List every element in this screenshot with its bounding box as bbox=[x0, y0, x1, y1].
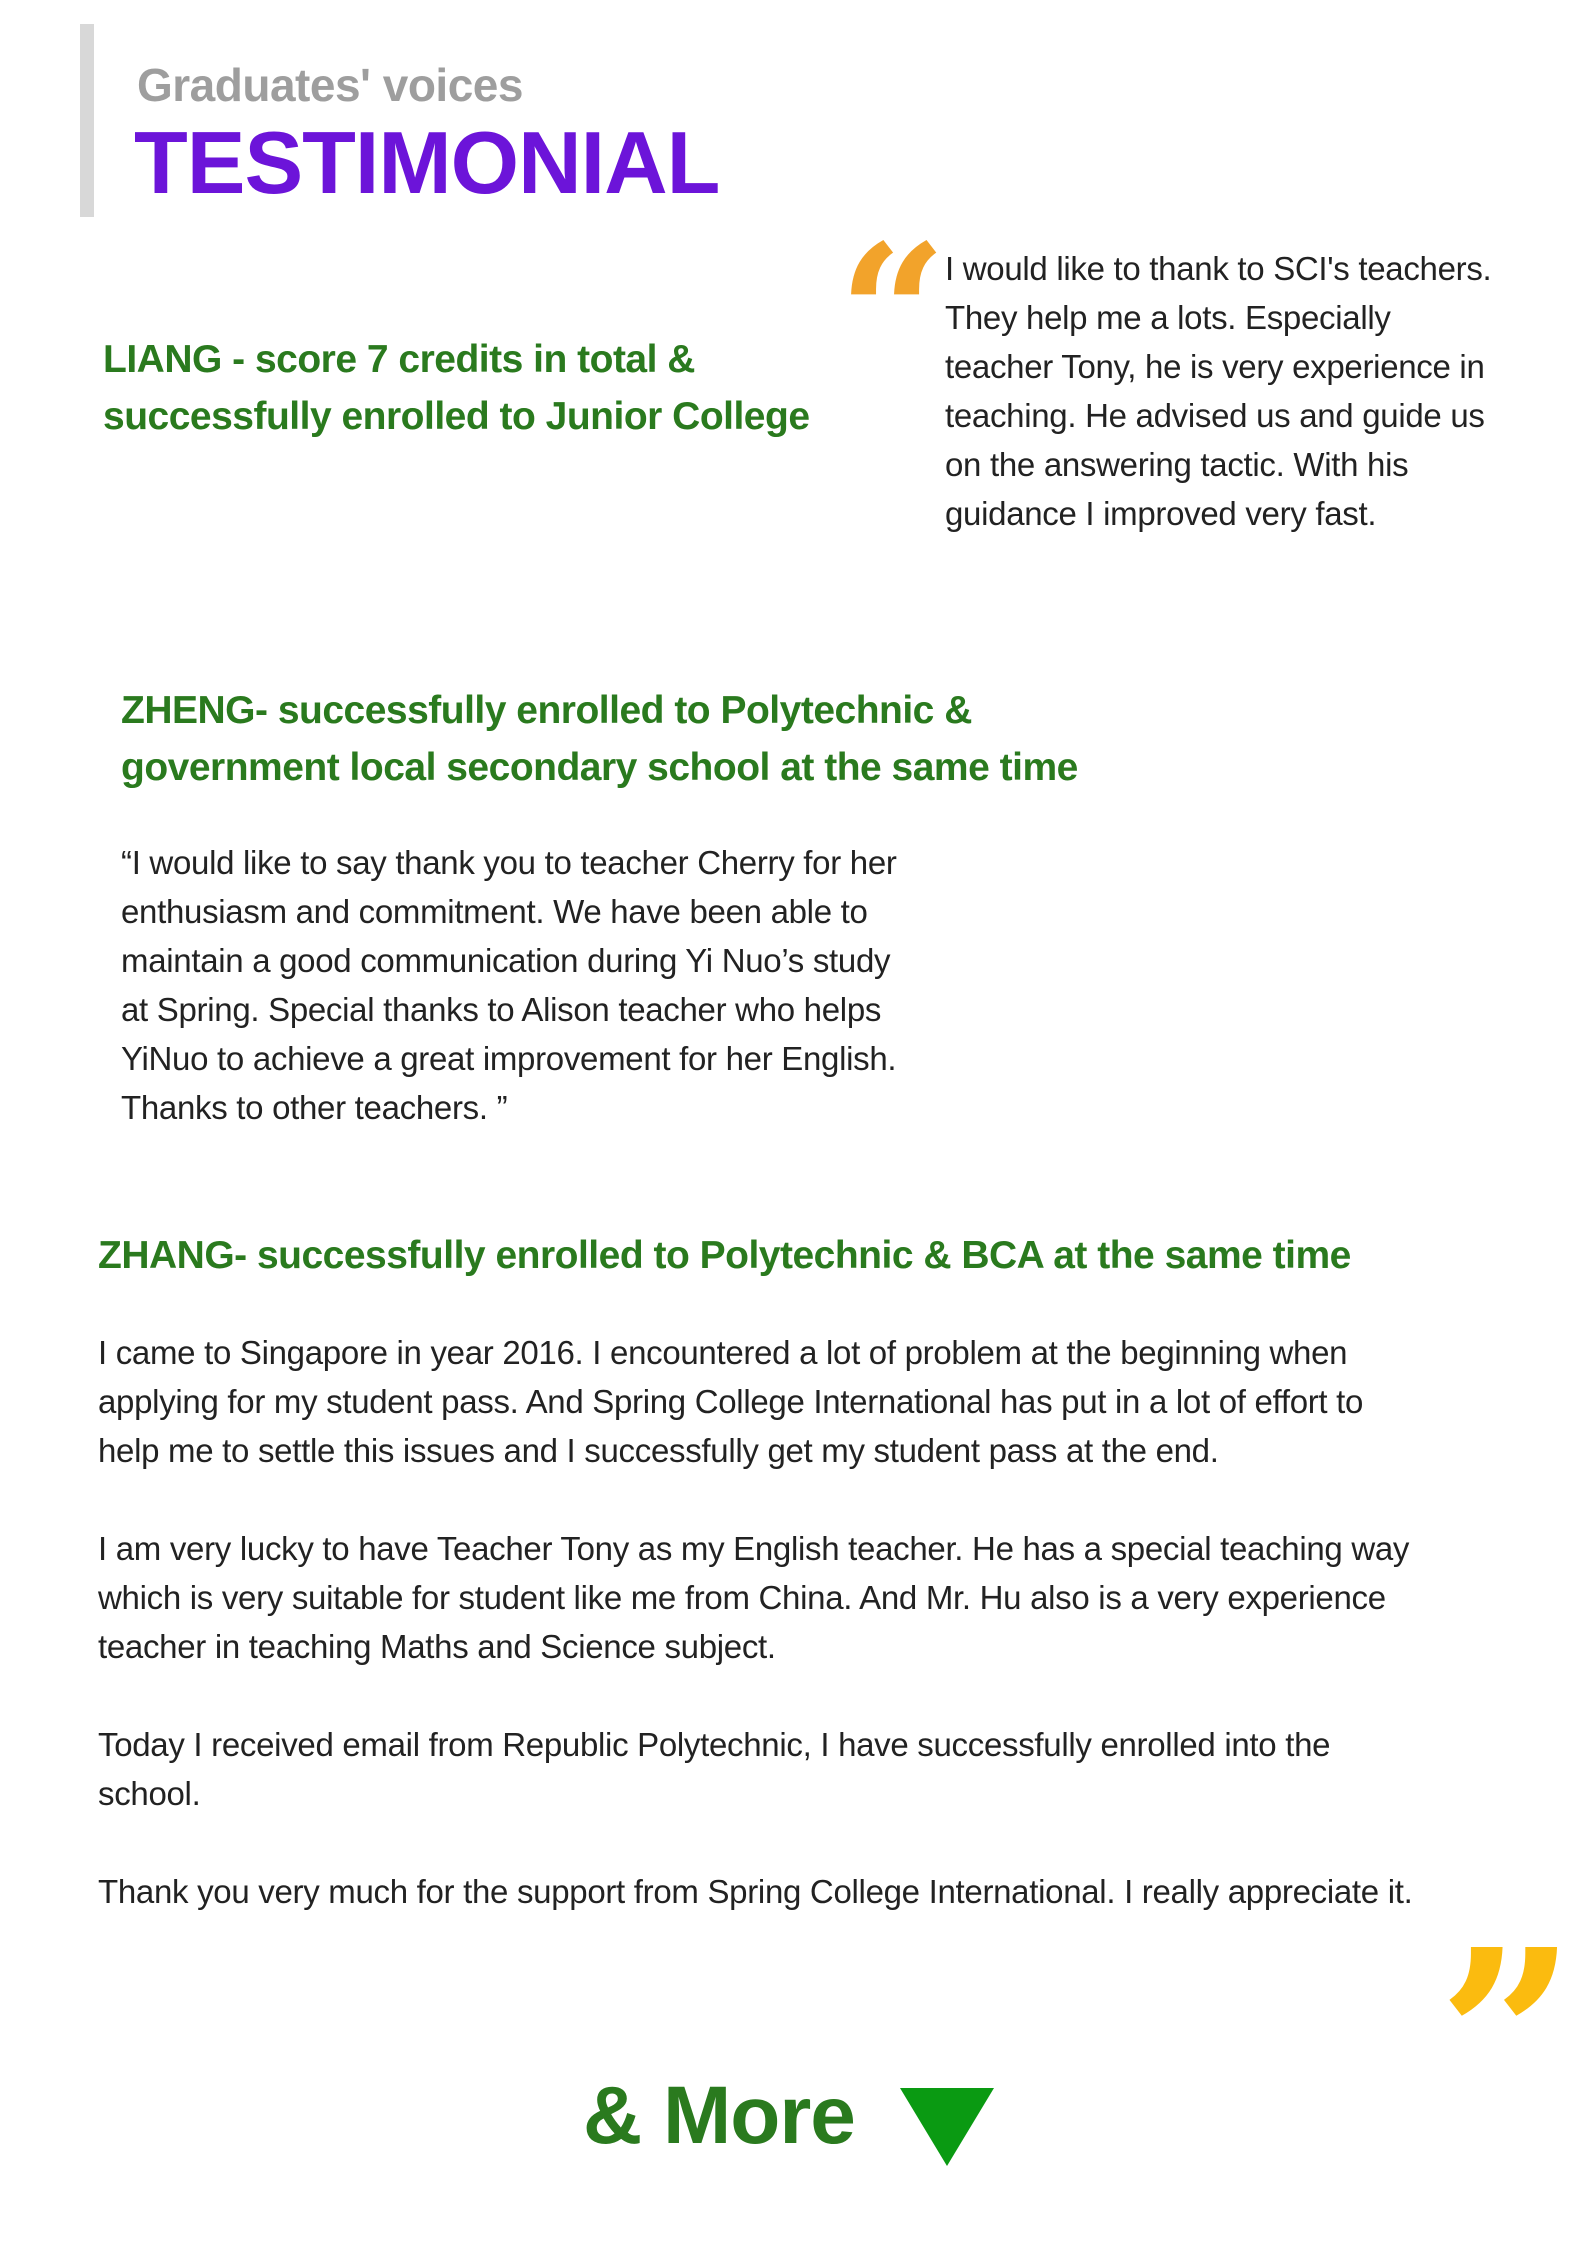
title-accent-bar bbox=[80, 24, 94, 217]
quote-line: at Spring. Special thanks to Alison teacher who helps bbox=[121, 991, 882, 1028]
body-line: which is very suitable for student like me from China. And Mr. Hu also is a very experience bbox=[98, 1579, 1386, 1616]
quote-line: “I would like to say thank you to teacher Cherry for her bbox=[121, 844, 897, 881]
body-line: I am very lucky to have Teacher Tony as my English teacher. He has a special teaching way bbox=[98, 1530, 1410, 1567]
open-quote-icon: “ bbox=[838, 203, 934, 426]
testimonial-zheng-heading bbox=[121, 682, 1078, 796]
testimonial-liang-heading bbox=[103, 331, 810, 445]
close-quote-icon: ” bbox=[1438, 1897, 1559, 2179]
page-title: TESTIMONIAL bbox=[134, 113, 720, 212]
heading-line: government local secondary school at the same time bbox=[121, 746, 1078, 789]
quote-line: on the answering tactic. With his bbox=[945, 446, 1409, 483]
quote-line: Thanks to other teachers. ” bbox=[121, 1089, 508, 1126]
quote-line: guidance I improved very fast. bbox=[945, 495, 1377, 532]
testimonial-zheng-quote bbox=[121, 838, 897, 1132]
body-line: I came to Singapore in year 2016. I encountered a lot of problem at the beginning when bbox=[98, 1334, 1348, 1371]
page-subtitle: Graduates' voices bbox=[137, 59, 523, 111]
body-line: help me to settle this issues and I successfully get my student pass at the end. bbox=[98, 1432, 1219, 1469]
body-paragraph bbox=[98, 1328, 1412, 1475]
body-paragraph bbox=[98, 1867, 1412, 1916]
testimonial-liang-quote bbox=[945, 244, 1491, 538]
body-paragraph bbox=[98, 1524, 1412, 1671]
testimonial-zhang-body bbox=[98, 1328, 1412, 1916]
quote-line: teacher Tony, he is very experience in bbox=[945, 348, 1485, 385]
quote-line: maintain a good communication during Yi Nuo’s study bbox=[121, 942, 891, 979]
quote-line: YiNuo to achieve a great improvement for her English. bbox=[121, 1040, 897, 1077]
quote-line: teaching. He advised us and guide us bbox=[945, 397, 1485, 434]
body-line: teacher in teaching Maths and Science subject. bbox=[98, 1628, 776, 1665]
heading-line: ZHENG- successfully enrolled to Polytechnic & bbox=[121, 689, 972, 732]
quote-line: enthusiasm and commitment. We have been able to bbox=[121, 893, 868, 930]
body-line: applying for my student pass. And Spring College International has put in a lot of effort to bbox=[98, 1383, 1364, 1420]
body-line: school. bbox=[98, 1775, 201, 1812]
body-paragraph bbox=[98, 1720, 1412, 1818]
heading-line: successfully enrolled to Junior College bbox=[103, 395, 810, 438]
body-line: Today I received email from Republic Polytechnic, I have successfully enrolled into the bbox=[98, 1726, 1331, 1763]
more-label[interactable]: & More bbox=[583, 2070, 855, 2161]
quote-line: I would like to thank to SCI's teachers. bbox=[945, 250, 1492, 287]
quote-line: They help me a lots. Especially bbox=[945, 299, 1391, 336]
body-line: Thank you very much for the support from Spring College International. I really appreciate it. bbox=[98, 1873, 1413, 1910]
triangle-down-icon[interactable] bbox=[900, 2088, 994, 2166]
testimonial-zhang-heading: ZHANG- successfully enrolled to Polytechnic & BCA at the same time bbox=[98, 1234, 1351, 1277]
heading-line: LIANG - score 7 credits in total & bbox=[103, 338, 695, 381]
